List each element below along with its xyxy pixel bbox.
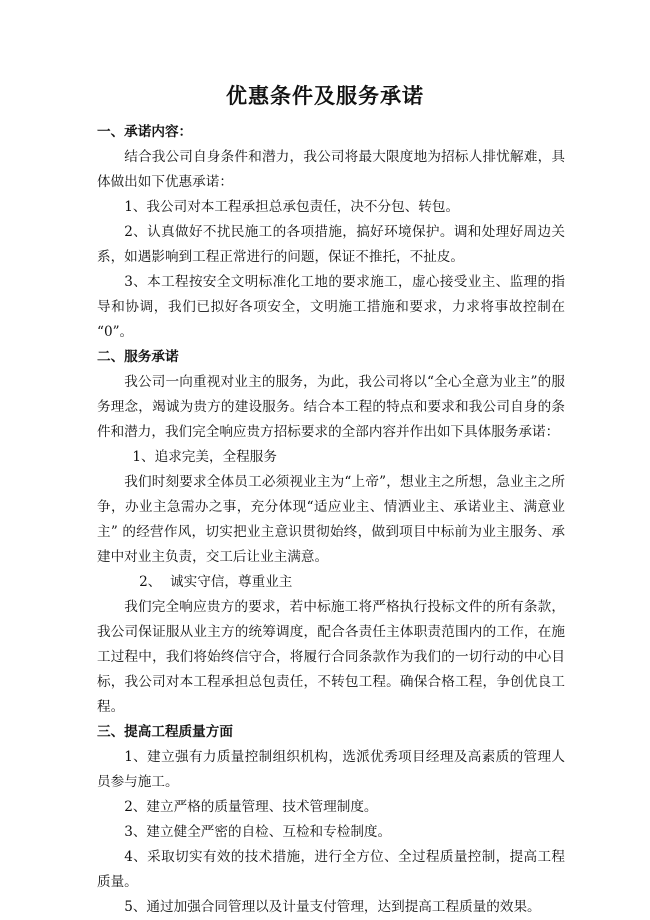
paragraph: 3、本工程按安全文明标准化工地的要求施工，虚心接受业主、监理的指导和协调，我们已拟好各项安全，文明施工措施和要求，力求将事故控制在 “0”。 [97,274,565,340]
section-heading-commitment: 一、承诺内容： [97,124,193,140]
paragraph: 1、我公司对本工程承担总承包责任，决不分包、转包。 [124,199,460,215]
list-item: 5、通过加强合同管理以及计量支付管理，达到提高工程质量的效果。 [124,899,541,915]
list-item: 3、建立健全严密的自检、互检和专检制度。 [124,824,392,840]
paragraph: 我们时刻要求全体员工必须视业主为“上帝”，想业主之所想，急业主之所争，办业主急需办之事，充分体现“适应业主、情洒业主、承诺业主、满意业主” 的经营作风，切实把业主意识贯彻始终，做到项目中标前为业主服务、承建中对业主负责，交工后让业主满意。 [97,474,565,565]
document-body [97,120,565,920]
page-title: 优惠条件及服务承诺 [226,83,424,108]
paragraph: 2、认真做好不扰民施工的各项措施，搞好环境保护。调和处理好周边关系，如遇影响到工程正常进行的问题，保证不推托，不扯皮。 [97,224,565,265]
paragraph: 我公司一向重视对业主的服务，为此，我公司将以“全心全意为业主”的服务理念，竭诚为贵方的建设服务。结合本工程的特点和要求和我公司自身的条件和潜力，我们完全响应贵方招标要求的全部内容并作出如下具体服务承诺： [97,374,565,440]
subheading: 1、追求完美，全程服务 [132,449,277,465]
paragraph: 我们完全响应贵方的要求，若中标施工将严格执行投标文件的所有条款，我公司保证服从业主方的统筹调度，配合各责任主体职责范围内的工作，在施工过程中，我们将始终信守合，将履行合同条款作为我们的一切行动的中心目标，我公司对本工程承担总包责任，不转包工程。确保合格工程，争创优良工程。 [97,599,565,715]
paragraph: 结合我公司自身条件和潜力，我公司将最大限度地为招标人排忧解难，具体做出如下优惠承诺： [97,149,565,190]
list-item: 4、采取切实有效的技术措施，进行全方位、全过程质量控制，提高工程质量。 [97,849,565,890]
list-item: 2、建立严格的质量管理、技术管理制度。 [124,799,378,815]
section-heading-quality: 三、提高工程质量方面 [97,724,233,740]
list-item: 1、建立强有力质量控制组织机构，选派优秀项目经理及高素质的管理人员参与施工。 [97,749,565,790]
subheading: 2、 诚实守信，尊重业主 [139,574,293,590]
section-heading-service: 二、服务承诺 [97,349,179,365]
